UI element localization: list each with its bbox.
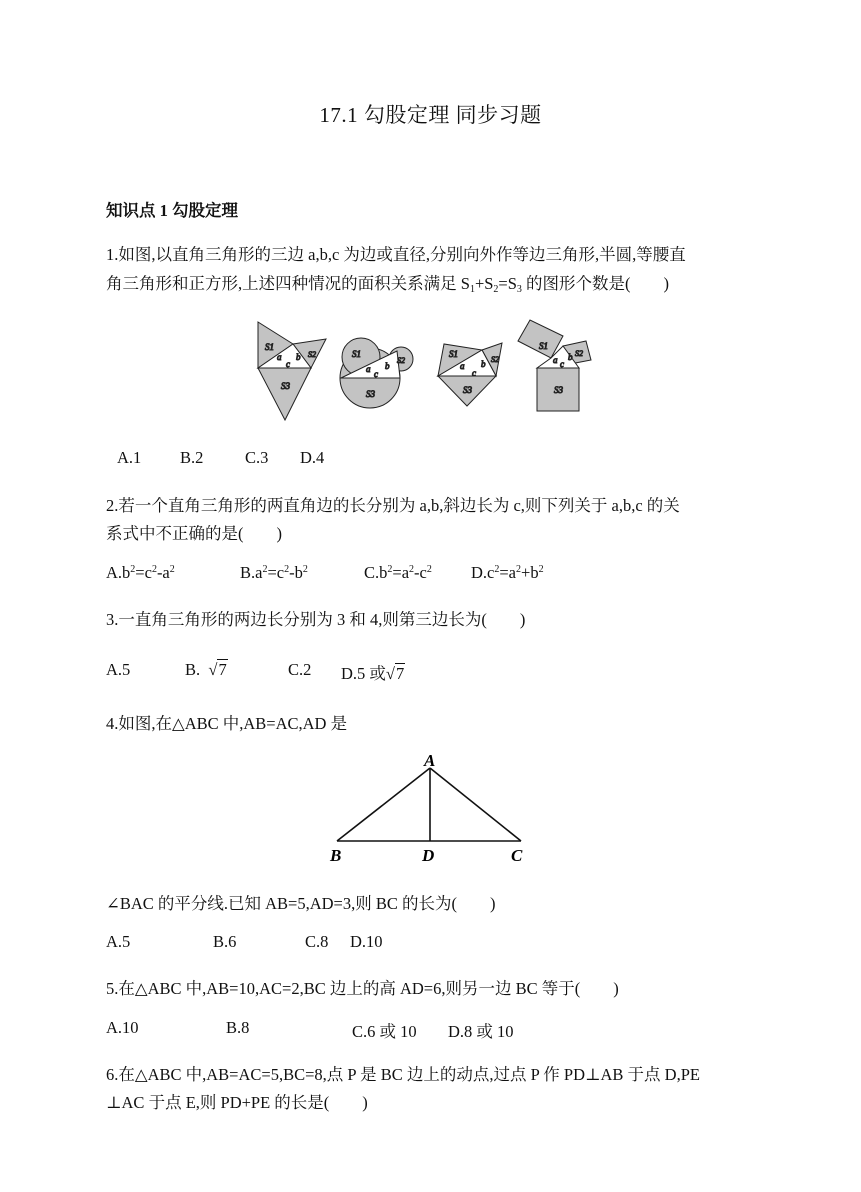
q1-option-c: C.3 (245, 448, 269, 467)
fig2-s1-label: S1 (352, 349, 361, 359)
fig1-b-label: b (296, 352, 301, 362)
q1-figure-squares (518, 320, 591, 411)
q6-text-line2: ⊥AC 于点 E,则 PD+PE 的长是( ) (106, 1093, 368, 1112)
q1-option-a: A.1 (117, 448, 142, 467)
q1-figure-isosceles-right (438, 343, 502, 406)
q6-text-line1: 6.在△ABC 中,AB=AC=5,BC=8,点 P 是 BC 边上的动点,过点 P 作 PD⊥AB 于点 D,PE (106, 1065, 700, 1084)
q1-text-line1: 1.如图,以直角三角形的三边 a,b,c 为边或直径,分别向外作等边三角形,半圆,等腰直 (106, 245, 686, 264)
fig4-c-label: c (560, 359, 564, 369)
fig2-s2-label: S2 (397, 356, 405, 365)
q3-option-a: A.5 (106, 660, 131, 679)
q1-text-line2: 角三角形和正方形,上述四种情况的面积关系满足 $S_1+S_2=S_3$ 的图形个数是( ) (106, 274, 670, 295)
fig2-s3-label: S3 (366, 389, 375, 399)
q5-option-a: A.10 (106, 1018, 139, 1037)
q4-option-d: D.10 (350, 932, 383, 951)
vertex-a-label: A (424, 751, 436, 770)
q1-option-b: B.2 (180, 448, 204, 467)
fig3-s2-label: S2 (491, 355, 499, 364)
q4-text-line1: 4.如图,在△ABC 中,AB=AC,AD 是 (106, 714, 348, 733)
q3-text-line1: 3.一直角三角形的两边长分别为 3 和 4,则第三边长为( ) (106, 610, 526, 629)
q4-text-line2: ∠BAC 的平分线.已知 AB=5,AD=3,则 BC 的长为( ) (106, 894, 496, 913)
fig1-s1-label: S1 (265, 342, 274, 352)
q4-option-a: A.5 (106, 932, 131, 951)
q3-option-d: D.5 或√7 (341, 664, 405, 683)
fig2-a-label: a (366, 364, 371, 374)
page-title: 17.1 勾股定理 同步习题 (319, 103, 542, 127)
q2-option-c: $C.b^2=a^2-c^2$ (364, 563, 432, 582)
vertex-b-label: B (330, 846, 342, 865)
vertex-c-label: C (511, 846, 523, 865)
fig4-a-label: a (553, 355, 558, 365)
q4-option-c: C.8 (305, 932, 329, 951)
fig1-s3-label: S3 (281, 381, 290, 391)
q4-triangle-figure (325, 748, 535, 868)
section-heading: 知识点 1 勾股定理 (106, 201, 238, 220)
sqrt-symbol: √7 (208, 660, 227, 679)
q3-option-b: B. √7 (185, 660, 227, 679)
fig3-b-label: b (481, 359, 486, 369)
q5-text-line1: 5.在△ABC 中,AB=10,AC=2,BC 边上的高 AD=6,则另一边 BC 等于( ) (106, 979, 619, 998)
q5-option-c: C.6 或 10 (352, 1022, 417, 1041)
q2-text-line1: 2.若一个直角三角形的两直角边的长分别为 a,b,斜边长为 c,则下列关于 a,b,c 的关 (106, 496, 680, 515)
fig1-s2-label: S2 (308, 350, 316, 359)
fig4-b-label: b (568, 352, 573, 362)
fig3-s3-label: S3 (463, 385, 472, 395)
q3-option-c: C.2 (288, 660, 312, 679)
fig3-c-label: c (472, 368, 476, 378)
q1-figure-semicircles (340, 338, 413, 408)
q5-option-d: D.8 或 10 (448, 1022, 514, 1041)
fig4-s1-label: S1 (539, 341, 548, 351)
fig1-a-label: a (277, 352, 282, 362)
q2-text-line2: 系式中不正确的是( ) (106, 524, 282, 543)
fig3-s1-label: S1 (449, 349, 458, 359)
q1-option-d: D.4 (300, 448, 325, 467)
q1-figure-equilateral (258, 322, 326, 420)
fig2-b-label: b (385, 361, 390, 371)
q2-option-a: $A.b^2=c^2-a^2$ (106, 563, 175, 582)
sqrt-symbol: √7 (385, 664, 405, 683)
fig4-s2-label: S2 (575, 349, 583, 358)
q2-option-b: $B.a^2=c^2-b^2$ (240, 563, 308, 582)
fig3-a-label: a (460, 361, 465, 371)
q2-option-d: $D.c^2=a^2+b^2$ (471, 563, 544, 582)
q1-figure (250, 316, 610, 428)
q4-option-b: B.6 (213, 932, 237, 951)
q5-option-b: B.8 (226, 1018, 250, 1037)
fig4-s3-label: S3 (554, 385, 563, 395)
vertex-d-label: D (422, 846, 435, 865)
fig2-c-label: c (374, 369, 378, 379)
fig1-c-label: c (286, 359, 290, 369)
